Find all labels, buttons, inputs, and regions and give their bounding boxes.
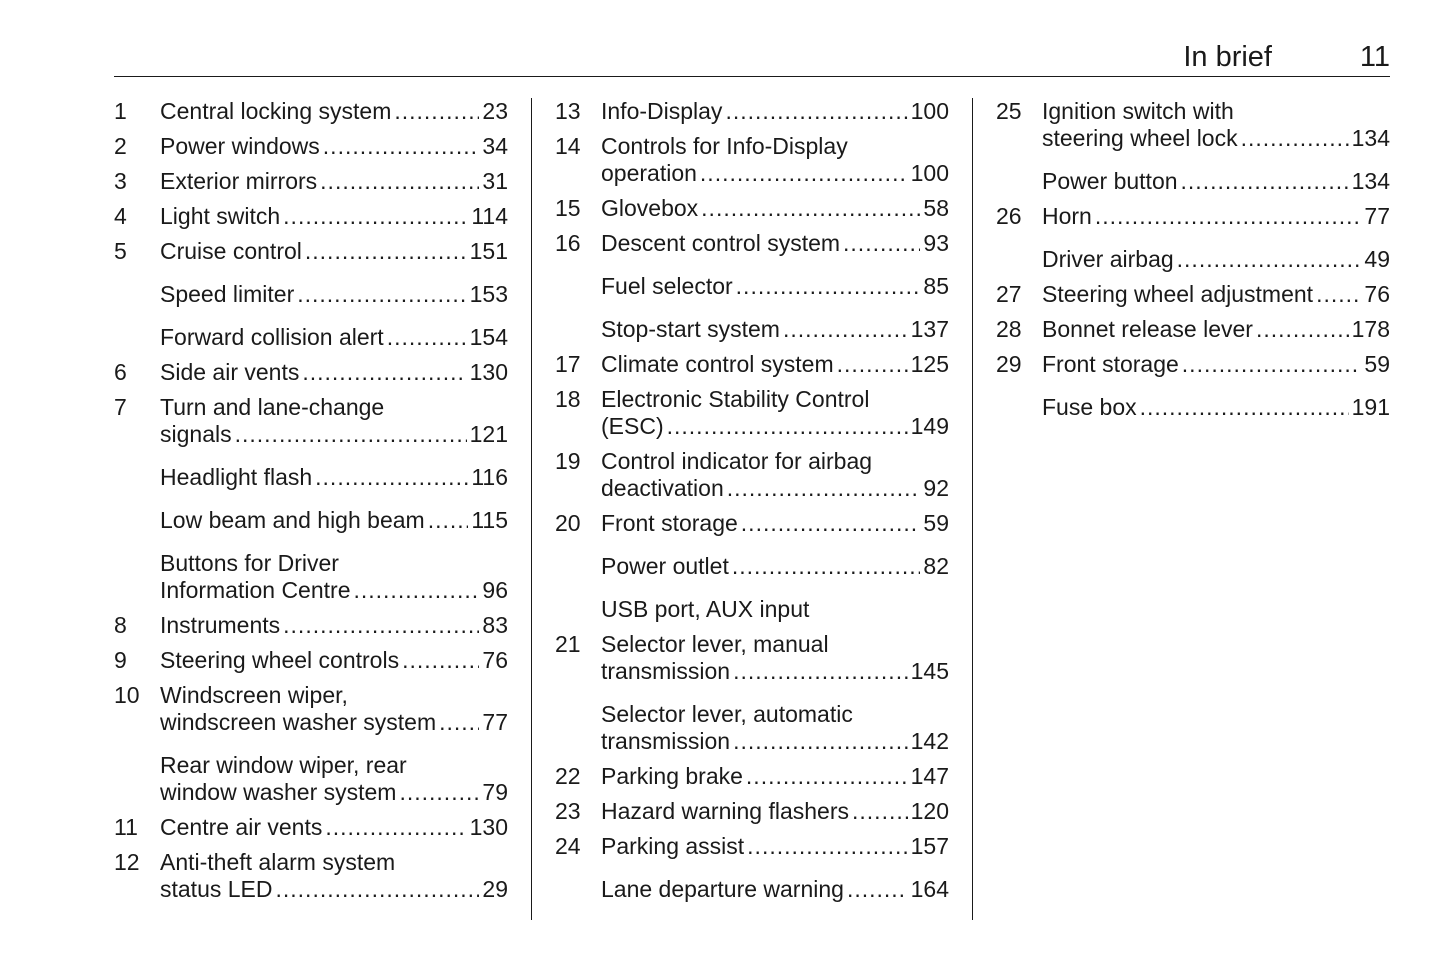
entry-label: Bonnet release lever <box>1042 316 1253 342</box>
entry-number: 15 <box>555 195 581 221</box>
index-entry <box>114 324 508 351</box>
entry-page-number: 100 <box>910 98 949 124</box>
entry-number: 3 <box>114 168 127 194</box>
index-entry <box>555 798 949 825</box>
entry-number: 16 <box>555 230 581 256</box>
entry-page-number: 85 <box>923 273 949 299</box>
dot-leader <box>1316 281 1361 308</box>
entry-label: (ESC) <box>601 413 664 439</box>
column-divider <box>972 98 973 920</box>
dot-leader <box>439 709 479 736</box>
entry-page-number: 77 <box>482 709 508 735</box>
entry-label: Power windows <box>160 133 320 159</box>
entry-label: Low beam and high beam <box>160 507 425 533</box>
dot-leader <box>837 351 908 378</box>
dot-leader <box>843 230 920 257</box>
entry-page-number: 134 <box>1351 168 1390 194</box>
entry-label: Windscreen wiper, <box>160 682 348 708</box>
entry-label: Anti-theft alarm system <box>160 849 396 875</box>
entry-page-number: 116 <box>471 464 508 490</box>
entry-number: 9 <box>114 647 127 673</box>
dot-leader <box>852 798 908 825</box>
entry-label: Info-Display <box>601 98 723 124</box>
dot-leader <box>733 728 908 755</box>
entry-label: status LED <box>160 876 273 902</box>
entry-number: 18 <box>555 386 581 412</box>
entry-label: USB port, AUX input <box>601 596 810 622</box>
entry-number: 10 <box>114 682 140 708</box>
dot-leader <box>325 814 466 841</box>
dot-leader <box>283 612 479 639</box>
entry-number: 24 <box>555 833 581 859</box>
entry-number: 27 <box>996 281 1022 307</box>
index-entry <box>555 876 949 903</box>
entry-label: Hazard warning flashers <box>601 798 850 824</box>
entry-page-number: 23 <box>482 98 508 124</box>
dot-leader <box>727 475 921 502</box>
entry-label: Control indicator for airbag <box>601 448 873 474</box>
entry-label: Driver airbag <box>1042 246 1174 272</box>
dot-leader <box>1177 246 1362 273</box>
entry-label: signals <box>160 421 232 447</box>
dot-leader <box>320 168 479 195</box>
entry-page-number: 134 <box>1351 125 1390 151</box>
entry-page-number: 59 <box>1364 351 1390 377</box>
entry-page-number: 49 <box>1364 246 1390 272</box>
entry-page-number: 121 <box>469 421 508 447</box>
entry-number: 22 <box>555 763 581 789</box>
dot-leader <box>667 413 908 440</box>
index-entry <box>996 394 1390 421</box>
dot-leader <box>387 324 467 351</box>
index-entry <box>555 448 949 502</box>
dot-leader <box>235 421 467 448</box>
entry-label: Parking brake <box>601 763 743 789</box>
dot-leader <box>353 577 479 604</box>
index-entry <box>114 238 508 265</box>
entry-page-number: 125 <box>910 351 949 377</box>
index-entry <box>555 316 949 343</box>
dot-leader <box>302 359 466 386</box>
index-entry <box>996 168 1390 195</box>
index-entry <box>114 752 508 806</box>
entry-page-number: 92 <box>923 475 949 501</box>
entry-page-number: 76 <box>1364 281 1390 307</box>
entry-label: deactivation <box>601 475 724 501</box>
index-entry <box>996 203 1390 230</box>
dot-leader <box>402 647 479 674</box>
index-column-3 <box>996 98 1390 920</box>
index-entry <box>114 203 508 230</box>
index-entry <box>555 98 949 125</box>
dot-leader <box>1241 125 1349 152</box>
entry-label: Selector lever, manual <box>601 631 829 657</box>
section-title: In brief <box>1183 41 1272 73</box>
entry-page-number: 157 <box>910 833 949 859</box>
entry-page-number: 191 <box>1351 394 1390 420</box>
index-entry <box>555 763 949 790</box>
index-entry <box>996 281 1390 308</box>
dot-leader <box>297 281 466 308</box>
entry-label: windscreen washer system <box>160 709 437 735</box>
dot-leader <box>1140 394 1349 421</box>
entry-page-number: 76 <box>482 647 508 673</box>
entry-label: Buttons for Driver <box>160 550 339 576</box>
entry-label: Electronic Stability Control <box>601 386 870 412</box>
entry-number: 19 <box>555 448 581 474</box>
entry-page-number: 142 <box>910 728 949 754</box>
entry-number: 17 <box>555 351 581 377</box>
entry-label: Centre air vents <box>160 814 323 840</box>
dot-leader <box>1182 351 1362 378</box>
entry-page-number: 59 <box>923 510 949 536</box>
index-entry <box>555 631 949 685</box>
entry-page-number: 114 <box>471 203 508 229</box>
index-entry <box>114 550 508 604</box>
entry-page-number: 120 <box>910 798 949 824</box>
entry-page-number: 153 <box>469 281 508 307</box>
entry-page-number: 149 <box>910 413 949 439</box>
index-entry <box>114 168 508 195</box>
index-entry <box>555 133 949 187</box>
entry-page-number: 31 <box>482 168 508 194</box>
entry-label: Selector lever, automatic <box>601 701 853 727</box>
entry-label: Climate control system <box>601 351 834 377</box>
entry-page-number: 147 <box>910 763 949 789</box>
entry-label: Ignition switch with <box>1042 98 1234 124</box>
entry-number: 14 <box>555 133 581 159</box>
dot-leader <box>741 510 921 537</box>
entry-label: Forward collision alert <box>160 324 384 350</box>
entry-page-number: 96 <box>482 577 508 603</box>
index-entry <box>114 814 508 841</box>
entry-label: Descent control system <box>601 230 841 256</box>
dot-leader <box>701 195 920 222</box>
entry-label: window washer system <box>160 779 397 805</box>
dot-leader <box>283 203 468 230</box>
entry-number: 11 <box>114 814 138 840</box>
entry-label: Light switch <box>160 203 281 229</box>
entry-label: Fuel selector <box>601 273 733 299</box>
entry-page-number: 145 <box>910 658 949 684</box>
dot-leader <box>399 779 479 806</box>
index-entry <box>555 596 949 623</box>
entry-number: 28 <box>996 316 1022 342</box>
dot-leader <box>746 763 908 790</box>
entry-label: transmission <box>601 658 731 684</box>
index-entry <box>996 316 1390 343</box>
entry-page-number: 83 <box>482 612 508 638</box>
page-number: 11 <box>1359 41 1390 73</box>
entry-number: 20 <box>555 510 581 536</box>
entry-page-number: 115 <box>471 507 508 533</box>
entry-page-number: 29 <box>482 876 508 902</box>
dot-leader <box>736 273 921 300</box>
entry-page-number: 130 <box>469 814 508 840</box>
entry-number: 13 <box>555 98 581 124</box>
dot-leader <box>732 553 921 580</box>
index-entry <box>555 230 949 257</box>
dot-leader <box>1256 316 1349 343</box>
entry-label: Parking assist <box>601 833 745 859</box>
entry-label: Front storage <box>601 510 738 536</box>
entry-label: transmission <box>601 728 731 754</box>
entry-number: 8 <box>114 612 127 638</box>
dot-leader <box>700 160 908 187</box>
entry-page-number: 130 <box>469 359 508 385</box>
dot-leader <box>1181 168 1349 195</box>
dot-leader <box>1095 203 1362 230</box>
index-entry <box>114 281 508 308</box>
dot-leader <box>276 876 480 903</box>
entry-number: 5 <box>114 238 127 264</box>
dot-leader <box>428 507 469 534</box>
index-entry <box>114 464 508 491</box>
entry-number: 6 <box>114 359 127 385</box>
dot-leader <box>783 316 908 343</box>
entry-page-number: 77 <box>1364 203 1390 229</box>
entry-page-number: 164 <box>910 876 949 902</box>
dot-leader <box>733 658 908 685</box>
entry-number: 12 <box>114 849 140 875</box>
entry-label: Front storage <box>1042 351 1179 377</box>
entry-label: Instruments <box>160 612 281 638</box>
entry-label: Steering wheel adjustment <box>1042 281 1314 307</box>
index-column-1 <box>114 98 508 920</box>
index-entry <box>555 701 949 755</box>
entry-page-number: 154 <box>469 324 508 350</box>
entry-label: Fuse box <box>1042 394 1137 420</box>
entry-number: 26 <box>996 203 1022 229</box>
entry-label: Lane departure warning <box>601 876 844 902</box>
index-entry <box>555 273 949 300</box>
index-entry <box>996 246 1390 273</box>
entry-page-number: 100 <box>910 160 949 186</box>
index-entry <box>114 647 508 674</box>
entry-page-number: 178 <box>1351 316 1390 342</box>
entry-page-number: 137 <box>910 316 949 342</box>
entry-label: operation <box>601 160 697 186</box>
entry-number: 29 <box>996 351 1022 377</box>
entry-label: Glovebox <box>601 195 699 221</box>
index-entry <box>996 98 1390 152</box>
index-entry <box>555 351 949 378</box>
entry-label: Rear window wiper, rear <box>160 752 407 778</box>
index-entry <box>555 553 949 580</box>
entry-page-number: 82 <box>923 553 949 579</box>
index-entry <box>114 849 508 903</box>
dot-leader <box>847 876 908 903</box>
index-entry <box>114 612 508 639</box>
column-divider <box>531 98 532 920</box>
entry-label: Exterior mirrors <box>160 168 318 194</box>
entry-label: Power button <box>1042 168 1178 194</box>
index-entry <box>114 507 508 534</box>
index-entry <box>114 682 508 736</box>
dot-leader <box>747 833 907 860</box>
index-entry <box>555 833 949 860</box>
entry-number: 1 <box>114 98 127 124</box>
index-entry <box>114 359 508 386</box>
entry-label: Turn and lane-change <box>160 394 385 420</box>
entry-label: steering wheel lock <box>1042 125 1238 151</box>
entry-number: 2 <box>114 133 127 159</box>
dot-leader <box>725 98 907 125</box>
index-entry <box>114 98 508 125</box>
index-entry <box>555 195 949 222</box>
entry-page-number: 79 <box>482 779 508 805</box>
index-entry <box>555 386 949 440</box>
entry-label: Power outlet <box>601 553 729 579</box>
entry-label: Central locking system <box>160 98 392 124</box>
dot-leader <box>394 98 479 125</box>
entry-label: Controls for Info-Display <box>601 133 848 159</box>
page-header <box>114 40 1390 77</box>
entry-page-number: 34 <box>482 133 508 159</box>
entry-label: Steering wheel controls <box>160 647 400 673</box>
entry-label: Side air vents <box>160 359 300 385</box>
dot-leader <box>323 133 480 160</box>
entry-number: 7 <box>114 394 127 420</box>
index-entry <box>996 351 1390 378</box>
index-entry <box>114 133 508 160</box>
dot-leader <box>315 464 468 491</box>
entry-number: 4 <box>114 203 127 229</box>
dot-leader <box>305 238 467 265</box>
entry-label: Headlight flash <box>160 464 313 490</box>
index-entry <box>114 394 508 448</box>
entry-label: Cruise control <box>160 238 302 264</box>
entry-number: 25 <box>996 98 1022 124</box>
entry-number: 23 <box>555 798 581 824</box>
entry-page-number: 151 <box>469 238 508 264</box>
index-entry <box>555 510 949 537</box>
entry-number: 21 <box>555 631 581 657</box>
entry-label: Speed limiter <box>160 281 295 307</box>
entry-label: Stop-start system <box>601 316 780 342</box>
entry-page-number: 93 <box>923 230 949 256</box>
entry-label: Horn <box>1042 203 1092 229</box>
entry-label: Information Centre <box>160 577 351 603</box>
entry-page-number: 58 <box>923 195 949 221</box>
index-column-2 <box>555 98 949 920</box>
